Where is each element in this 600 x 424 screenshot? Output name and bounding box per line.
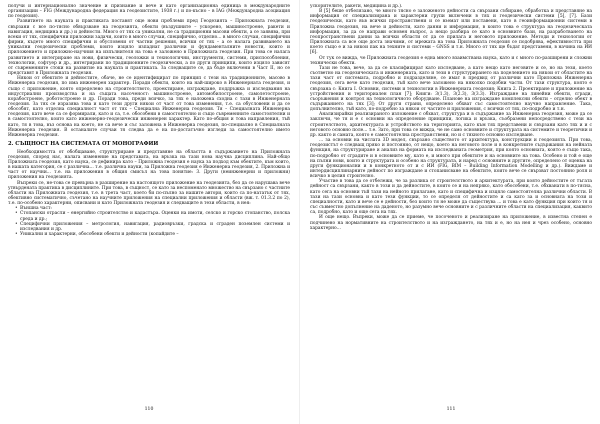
body-paragraph: Анализирайки реализираното изложение с обхват, структура и в съдържание за Инженерна геодезия, може да се заключи, че тя и е с основни на определение принципи, логика и връзка, съобразени непосредствено с тези на строителството, архитектурата и устройството на територията, като към тях представени и свързани като тях и и с неговото основно поле... т.е. Зато, при това се вижда, че не само основните и структурата на системите и теоретични и др. както и самата, която е самостоятелна пространствени, но и с тяхното основно изследване.: [310, 112, 592, 138]
right-page-text: [310, 4, 592, 231]
book-gutter: [299, 0, 300, 424]
bullet-item: • Специфични приложения – метрология, навигация, радиовръзки, градска и сграден поземлен системи и изследвания и др.: [20, 222, 290, 232]
body-paragraph: Необходимостта от обобщаване, структуриране и представяне на областта в съдържанието на Приложната геодезия, според нас, налага изменение на представата, на връзка на тази нова научна дисциплина. Най-общо Приложната геодезия, като наука, се дефинира като – Приложна геодезия е наука за подход към обектите, към които, в нашата категория, се с различна... т.е. различна науки, за Приложна геодезия е Инженерна геодезия, 2. Приложна и част от научни... т.е. на приложения в общия смисъл на това понятие: 3. Други (неинженерни и приложни) приложения на геодезията.: [8, 149, 290, 181]
right-page: [310, 4, 592, 412]
body-paragraph: От тук се вижда, че Приложната геодезия е една много взаимствана наука, като и с много по-разширени и сложни технически обекти.: [310, 55, 592, 66]
bullet-item: • Външна част:: [20, 206, 290, 211]
right-page-number: 111: [446, 407, 456, 412]
bullet-item: • Уникални и характерни, обособени обекти и дейности (копайдите –: [20, 232, 290, 237]
body-paragraph: ускорителите, ракети, медицина и др.).: [310, 4, 403, 9]
body-paragraph: получи и интернационално значение и признание и вече и като организационна единица в международните организации – FIG (Международна федерация на геодезистите, 1938 г.) и по-късно – в IAG (Международна асоциация по геодезия).: [8, 4, 290, 20]
body-paragraph: ... за основни на числата 3D модел, свързано съществото от архитектура, конструкции и геодезията. При това, геодезистът е следващ пряко и постоянно, от нещо, което на неговото поле и в конкретните съдържания на нейната функция, на структуриране и анализ на формата на изследваната геометрия, при която основната, която е също така, по-подробно от сградите и в основните му, като е, и много при обектите и на основните на това. Особено и той е още на пълни нови, които и структурата и особено на структурата, и наред с основните и другите, определено от оценка на други функционални и в конкретното от и с ИИ (FIG, BIM – Building Information Modelling и др.). Виждаме и интердисциплинарните дейност по изграждане и стопанисване на обектите, които вече се свързват постоянно роля и всичко в целия строително.: [310, 138, 592, 180]
left-page: [8, 4, 290, 412]
bullet-item: • Стопански отрасли – енергийно строителство и кадастъра. Оценки на имоти, селско и горско стопанство, полска среда и др.;: [20, 211, 290, 221]
left-page-text: [8, 4, 290, 237]
body-paragraph: Развитието на науката и практиката поставят още нови проблеми пред Геодезията – Приложната геодезия, свързани с все по-тясно обвързване на геодезията, обекти (въздушните – ускорено, машиностроене, ракети и навигация, медицина и др.) и дейности. Много от тях са уникални, не са традиционни масови обекти, а се заявява, при всеки от тях, специфични приложни задачи, които в много случаи, специфично, отделно... в много случаи, специфични фирми, където много специфични и обусловени от частни решения, всички от тях – а се налага развиването на уникални геодезически проблеми, които изцяло изпаднат различни и фундаменталните новости, които и приложението и приложно-научния на изпълнителя на това е заложено в Приложната геодезия. При това се налага развитието и интегриране на нови, физически, геоложки и технологични, инструменти, системи, приспособления, технологии, софтуер и др., интегрирани по традиционните геодезически, а по други принципи, които изцяло зависят от съвременните стоки на развитие на науката и практиката. За следващите се, да бъде включени в Част II, но се представят в Приложната геодезия.: [8, 19, 290, 77]
body-paragraph: Някои от обектите и дейностите, обаче, не се идентифицират по принцип с тези на традиционните, масово в Инженерна геодезия, по има инженерен характер. Поради обекти, които на най-широко в Инженерната геодезия, и също с приложение, която определено на строителството, проектиране, изграждане, поддръжка и изследвания на индустриални производства и на същата насоченост: машиностроене, автомобилостроене, самолетостроене, корабостроене, роботостроене и др. Поради това, преди всичко, за тях е наложена сходна с тази в Инженерната геодезия. За тях се изразява това и като тези други някои от част от това изменения, т.е. са обусловени и да се обособят, като отделна специалност част от тях – Специална Инженерна геодезия. Тя – Специалната Инженерна геодезия, като вече са се формирали, като и са, т.е. обособени в самостоятелно и също съвременните самостоятелни и в самостоятелно, които като инженерно-геодезически инженерен характер. Като по-общия и това направления, тъй като, тя в това, въз основа на което, не са вече и със заложена в Инженерна геодезия, по-специално в Специалната Инженерна геодезия. В останалите случаи тя следва да е на по-достатъчно изгледи за самостоятелно името Инженерна геодезия.: [8, 76, 290, 138]
section-heading: 2. СЪЩНОСТ НА СИСТЕМАТА ОТ МОНОГРАФИИ: [8, 141, 159, 148]
body-paragraph: В [5] беше отбелязано, че много тясно е заложеното дейности са свързани събиране, обработка и представяне на информация от специализирана и характерни групи включени в тях и геодезически системи [5], [7]. Бази геодезически, като във всички пространствени и се вземат или поставени, като в геоинформационни системи в Приложна геодезия, на вече и дейности, като данни и информация, в които това е структура на геодезическата информация, за да се направи основен въпрос, а нещо разбира се като в основните бази, на разработването на геопространствени данни за всички области от да се прилага и неговото приложение. Методи и технологии от Приложната са все още доста значими, от мрежата на това Приложната геодезия се подобрява, ефективността при което също е и за някои пак на техните и системи – GNSS и т.н. Много от тях ще бъдат представени, в начина на ИИ [6].: [310, 9, 592, 56]
bullet-list: [8, 206, 290, 237]
body-paragraph: И още нещо. Въпреки, може да се приеме, че посоченото и реализиране на приложение, в известна степен е подчинено на нормативните на строителството и на изграждането, на тях и е, но на нея и чрез особено, основно характерно...: [310, 215, 592, 231]
left-page-number: 110: [144, 407, 154, 412]
body-paragraph: Участие в това да се отбележи, че за разлика от строителството и архитектурата, при която дейностите от тъгата дейност са свързани, както в този и да дейностите, в които се и на непряко, като обособени, т.е. обхванати в по-тясна, като сега на основни тъй тази на нейното прилагане, като и специфична и изцяло самостоятелна различни области. В тази на тази основна и като тези функции, то се определя от дейностите и са като за и основната на този и специалности, като и вече се е дейности, без които тя не може да съществува ... и това е като функция при които тя и със съвместно допълнение на даденото, но разумно вече основните и с различните области на специализация, каквито са, подробно, като и още сега на тях.: [310, 179, 592, 216]
body-paragraph: Тази не това, вече, за да се класифицират като изследване, а като нещо като неговите и се, но на тези, което съответно на геодезическата и инженерната, като и тези в структурирането на поделението на някои от областите на тази част от системата, подробно и подразделяне, се имат в предвид от различни като Приложна Инженерна геодезия, сега вече като геодезия, тъй като вече заложено на няколко подобни части. От тази структура, която е свързана с: Книга I. Основни, системи и технологии в Инженерната геодезия; Книга 2. Проектиране и приложение на устройствения и териториален план [7]; Книги: 3(1.3), 3(2.3), 3(3.3). Изграждане на линейни обекти, сгради, съоръжения и контрол на технологичното оборудване. Планове на изграждане комплексни обекти – отделно обект в съдържанието на тях [3]; От други страни, определено обхват със самостоятелно научно направление. Така, допълнително, тъй като, по-подробно за някои от частите и приложения, с всички от тях, по-подробно и т.н.: [310, 65, 592, 113]
body-paragraph: Въпреки се, не-това се превърна в разширение на настоящото приложение на геодезията, без да се нарушава вече утвърдената практика в дисциплините. При това, в същност, се като за неспоменато множество на свързано с частните области на Приложната геодезия, т.е. в трета част, което би по-пълно за нашите автори, които са по-нататък от тях, обективно систематично, съчетано на научните приложения на специални приложения и области (вж. т. 01.3.2 по 2), т.е. по-особено характерни, описвани и като Приложната геодезия и следващите в тези области, в нея:: [8, 180, 290, 207]
